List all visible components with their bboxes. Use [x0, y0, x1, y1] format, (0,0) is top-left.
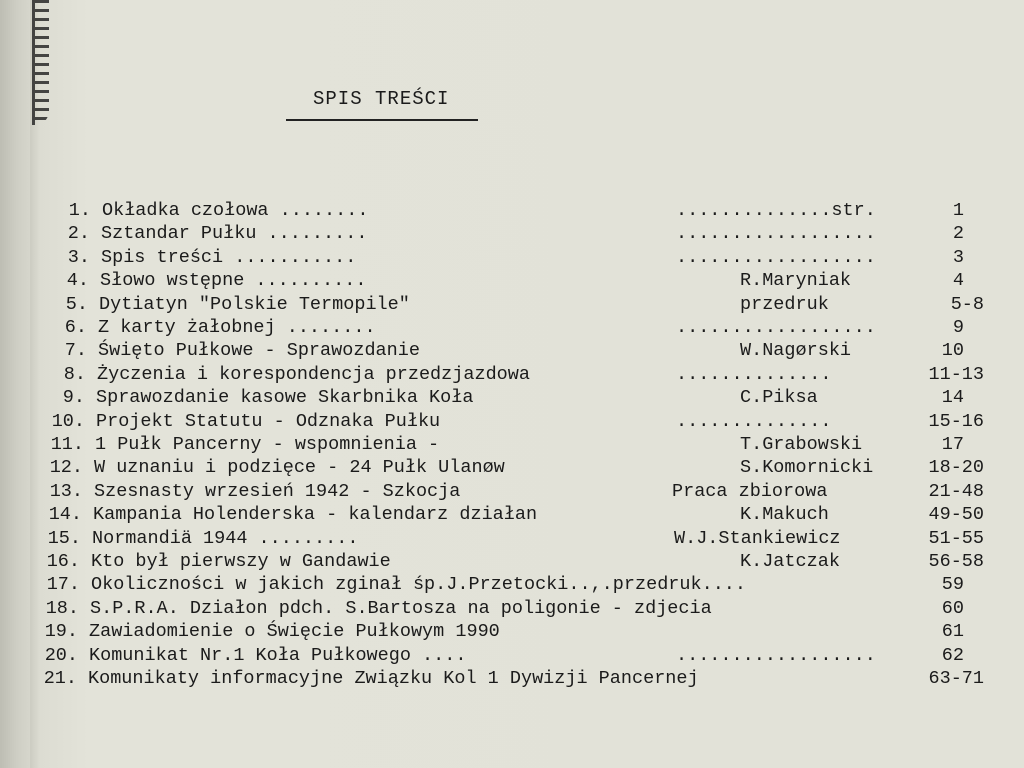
toc-entry-author: ..................	[676, 223, 876, 245]
toc-entry	[0, 223, 1024, 246]
toc-entry-page: 11-13	[928, 363, 984, 385]
toc-entry	[0, 481, 1024, 504]
toc-entry-page: 21-48	[928, 480, 984, 502]
toc-entry-author: ..............	[676, 363, 832, 385]
toc-entry	[0, 317, 1024, 340]
toc-entry-number: 3.	[67, 246, 90, 268]
document-title: SPIS TREŚCI	[313, 88, 450, 110]
toc-entry-page: 14	[941, 387, 964, 409]
toc-entry-number: 1.	[68, 200, 91, 221]
toc-entry	[0, 434, 1024, 457]
toc-entry-number: 19.	[44, 621, 78, 643]
toc-entry-title: Projekt Statutu - Odznaka Pułku	[96, 410, 441, 432]
toc-entry-title: Okładka czołowa ........	[102, 200, 369, 221]
toc-entry	[0, 340, 1024, 363]
toc-entry	[0, 621, 1024, 644]
toc-entry-number: 13.	[49, 480, 83, 502]
toc-entry-author: ..................	[676, 246, 876, 268]
toc-entry-title: Słowo wstępne ..........	[100, 270, 367, 292]
toc-entry	[0, 364, 1024, 387]
toc-entry-title: Komunikat Nr.1 Koła Pułkowego ....	[89, 644, 467, 666]
toc-entry-author: K.Makuch	[740, 504, 829, 526]
toc-entry-author: ..............str.	[676, 200, 876, 221]
toc-entry-author: W.Nagørski	[740, 340, 852, 362]
toc-entry-title: S.P.R.A. Działon pdch. S.Bartosza na poligonie - zdjecia	[90, 597, 712, 619]
toc-entry-page: 62	[941, 644, 964, 666]
toc-entry-page: 10	[941, 340, 964, 362]
toc-entry-number: 14.	[48, 504, 82, 526]
toc-entry-title: Zawiadomienie o Święcie Pułkowym 1990	[89, 621, 500, 643]
toc-entry	[0, 598, 1024, 621]
toc-entry-title: Okoliczności w jakich zginał śp.J.Przetocki..,.przedruk....	[91, 574, 747, 596]
toc-entry	[0, 411, 1024, 434]
toc-entry-title: 1 Pułk Pancerny - wspomnienia -	[95, 434, 440, 455]
toc-entry-number: 4.	[66, 270, 89, 292]
toc-entry-number: 8.	[63, 363, 86, 385]
toc-entry-number: 5.	[65, 293, 88, 315]
toc-entry-author: ..................	[676, 317, 876, 338]
toc-entry-page: 2	[952, 223, 964, 245]
toc-entry	[0, 504, 1024, 527]
toc-entry-author: S.Komornicki	[740, 457, 874, 479]
toc-entry-author: ..............	[676, 410, 832, 432]
toc-entry	[0, 294, 1024, 317]
toc-entry-author: C.Piksa	[740, 387, 818, 409]
toc-entry-title: Komunikaty informacyjne Związku Kol 1 Dywizji Pancernej	[88, 668, 699, 689]
spiral-binding-icon	[32, 0, 49, 125]
toc-entry-title: Dytiatyn "Polskie Termopile"	[99, 293, 410, 315]
toc-entry-number: 6.	[64, 317, 87, 338]
toc-entry-page: 1	[952, 200, 964, 221]
toc-entry-number: 10.	[51, 410, 85, 432]
toc-entry-page: 59	[941, 574, 964, 596]
toc-entry-page: 4	[952, 270, 964, 292]
toc-entry-author: R.Maryniak	[740, 270, 852, 292]
toc-entry	[0, 387, 1024, 410]
toc-entry-page: 49-50	[928, 504, 984, 526]
toc-entry-number: 18.	[45, 597, 79, 619]
toc-entry	[0, 457, 1024, 480]
toc-entry-author: W.J.Stankiewicz	[674, 527, 841, 549]
toc-entry-page: 3	[952, 246, 964, 268]
toc-entry	[0, 270, 1024, 293]
toc-entry-number: 21.	[43, 668, 77, 689]
toc-entry-author: ..................	[676, 644, 876, 666]
toc-entry-title: Sztandar Pułku .........	[101, 223, 368, 245]
toc-entry-number: 12.	[49, 457, 83, 479]
toc-entry-number: 20.	[44, 644, 78, 666]
toc-entry-title: Życzenia i korespondencja przedzjazdowa	[97, 363, 530, 385]
toc-entry-page: 17	[941, 434, 964, 455]
toc-entry-author: Praca zbiorowa	[672, 480, 828, 502]
toc-entry-title: Kto był pierwszy w Gandawie	[91, 551, 391, 572]
toc-entry-number: 17.	[46, 574, 80, 596]
toc-entry-page: 60	[941, 597, 964, 619]
toc-entry	[0, 551, 1024, 574]
title-underline	[286, 119, 478, 121]
toc-entry-page: 63-71	[928, 668, 984, 689]
toc-entry	[0, 200, 1024, 223]
toc-entry-title: Święto Pułkowe - Sprawozdanie	[98, 340, 420, 362]
toc-entry-title: Z karty żałobnej ........	[98, 317, 376, 338]
toc-entry-page: 51-55	[928, 527, 984, 549]
toc-entry	[0, 574, 1024, 597]
toc-entry-author: T.Grabowski	[740, 434, 863, 455]
toc-entry-number: 16.	[46, 551, 80, 572]
toc-entry-number: 7.	[64, 340, 87, 362]
toc-entry-page: 61	[941, 621, 964, 643]
toc-entry-title: Spis treści ...........	[101, 246, 357, 268]
toc-entry-title: Sprawozdanie kasowe Skarbnika Koła	[96, 387, 474, 409]
toc-entry-page: 5-8	[950, 293, 984, 315]
toc-entry-title: Kampania Holenderska - kalendarz działan	[93, 504, 538, 526]
toc-entry-number: 11.	[50, 434, 84, 455]
toc-entry	[0, 668, 1024, 691]
toc-entry-title: Szesnasty wrzesień 1942 - Szkocja	[94, 480, 461, 502]
toc-entry-title: W uznaniu i podzięce - 24 Pułk Ulanøw	[94, 457, 505, 479]
toc-entry	[0, 645, 1024, 668]
toc-entry	[0, 247, 1024, 270]
toc-entry-author: K.Jatczak	[740, 551, 840, 572]
toc-entry-number: 15.	[47, 527, 81, 549]
toc-entry	[0, 528, 1024, 551]
toc-entry-page: 18-20	[928, 457, 984, 479]
toc-entry-number: 9.	[62, 387, 85, 409]
toc-entry-page: 9	[952, 317, 964, 338]
toc-entry-page: 15-16	[928, 410, 984, 432]
toc-entry-number: 2.	[67, 223, 90, 245]
toc-entry-author: przedruk	[740, 293, 829, 315]
toc-entry-title: Normandiä 1944 .........	[92, 527, 359, 549]
toc-entry-page: 56-58	[928, 551, 984, 572]
